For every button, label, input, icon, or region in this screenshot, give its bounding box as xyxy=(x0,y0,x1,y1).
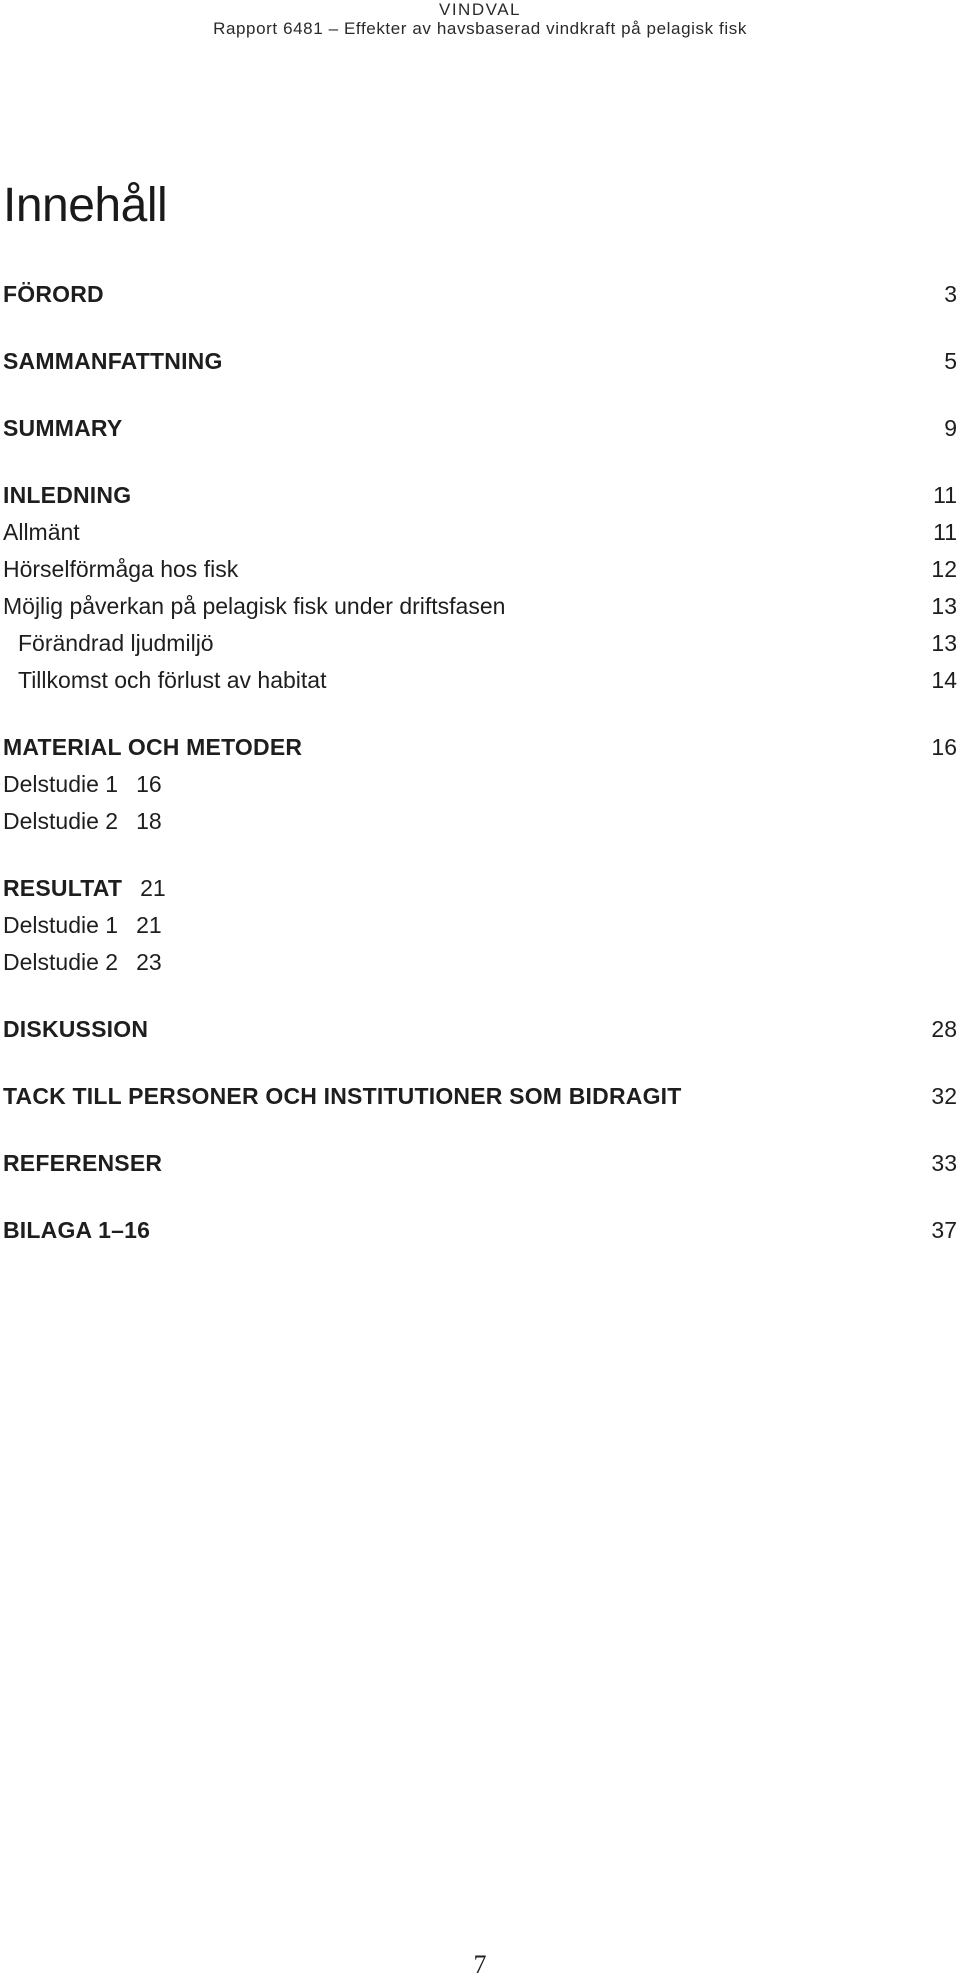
toc-entry-page: 32 xyxy=(931,1083,957,1109)
toc-entry-label: Förändrad ljudmiljö xyxy=(18,630,214,656)
toc-entry-page: 11 xyxy=(933,519,957,545)
toc-entry-label: FÖRORD xyxy=(3,281,104,307)
report-title: Rapport 6481 – Effekter av havsbaserad vindkraft på pelagisk fisk xyxy=(213,19,747,38)
toc-entry-label: Möjlig påverkan på pelagisk fisk under driftsfasen xyxy=(3,593,506,619)
toc-entry-page: 23 xyxy=(136,949,162,975)
toc-entry-summary[interactable] xyxy=(3,410,957,447)
toc-entry-forandrad-ljudmiljo[interactable] xyxy=(3,625,957,662)
toc-entry-page: 13 xyxy=(931,630,957,656)
toc-entry-resultat-delstudie-1[interactable] xyxy=(3,907,957,944)
toc-entry-allmant[interactable] xyxy=(3,514,957,551)
toc-entry-referenser[interactable] xyxy=(3,1145,957,1182)
toc-entry-page: 14 xyxy=(931,667,957,693)
toc-entry-page: 16 xyxy=(136,771,162,797)
table-of-contents xyxy=(3,276,957,1249)
toc-entry-page: 37 xyxy=(931,1217,957,1243)
toc-entry-label: Delstudie 1 xyxy=(3,912,119,938)
toc-entry-metoder-delstudie-1[interactable] xyxy=(3,766,957,803)
toc-entry-page: 13 xyxy=(931,593,957,619)
toc-entry-forord[interactable] xyxy=(3,276,957,313)
toc-entry-label: TACK TILL PERSONER OCH INSTITUTIONER SOM BIDRAGIT xyxy=(3,1083,682,1109)
toc-entry-label: SAMMANFATTNING xyxy=(3,348,223,374)
toc-entry-page: 5 xyxy=(944,348,957,374)
toc-entry-label: SUMMARY xyxy=(3,415,123,441)
toc-entry-diskussion[interactable] xyxy=(3,1011,957,1048)
toc-entry-label: Delstudie 2 xyxy=(3,808,119,834)
toc-entry-label: DISKUSSION xyxy=(3,1016,149,1042)
toc-entry-label: Tillkomst och förlust av habitat xyxy=(18,667,327,693)
page-title: Innehåll xyxy=(3,179,168,232)
toc-entry-page: 21 xyxy=(140,875,166,901)
toc-entry-tack[interactable] xyxy=(3,1078,957,1115)
toc-entry-material-och-metoder[interactable] xyxy=(3,729,957,766)
toc-entry-tillkomst-habitat[interactable] xyxy=(3,662,957,699)
toc-entry-page: 12 xyxy=(931,556,957,582)
toc-entry-page: 16 xyxy=(931,734,957,760)
toc-entry-inledning[interactable] xyxy=(3,477,957,514)
toc-entry-label: INLEDNING xyxy=(3,482,132,508)
toc-entry-label: Delstudie 1 xyxy=(3,771,119,797)
toc-entry-label: RESULTAT xyxy=(3,875,123,901)
toc-entry-label: MATERIAL OCH METODER xyxy=(3,734,303,760)
running-header xyxy=(0,0,960,38)
toc-entry-page: 18 xyxy=(136,808,162,834)
toc-entry-page: 11 xyxy=(933,482,957,508)
toc-entry-metoder-delstudie-2[interactable] xyxy=(3,803,957,840)
toc-entry-mojlig-paverkan[interactable] xyxy=(3,588,957,625)
page-number: 7 xyxy=(473,1950,487,1979)
toc-entry-label: Allmänt xyxy=(3,519,80,545)
toc-entry-horselformaga[interactable] xyxy=(3,551,957,588)
toc-entry-sammanfattning[interactable] xyxy=(3,343,957,380)
toc-entry-label: Delstudie 2 xyxy=(3,949,119,975)
toc-entry-page: 9 xyxy=(944,415,957,441)
toc-entry-page: 33 xyxy=(931,1150,957,1176)
toc-entry-bilaga[interactable] xyxy=(3,1212,957,1249)
toc-entry-label: REFERENSER xyxy=(3,1150,163,1176)
toc-entry-page: 21 xyxy=(136,912,162,938)
toc-entry-page: 28 xyxy=(931,1016,957,1042)
toc-entry-page: 3 xyxy=(944,281,957,307)
toc-entry-label: BILAGA 1–16 xyxy=(3,1217,151,1243)
toc-entry-resultat-delstudie-2[interactable] xyxy=(3,944,957,981)
toc-entry-label: Hörselförmåga hos fisk xyxy=(3,556,239,582)
toc-entry-resultat[interactable] xyxy=(3,870,957,907)
series-name: VINDVAL xyxy=(439,0,521,19)
